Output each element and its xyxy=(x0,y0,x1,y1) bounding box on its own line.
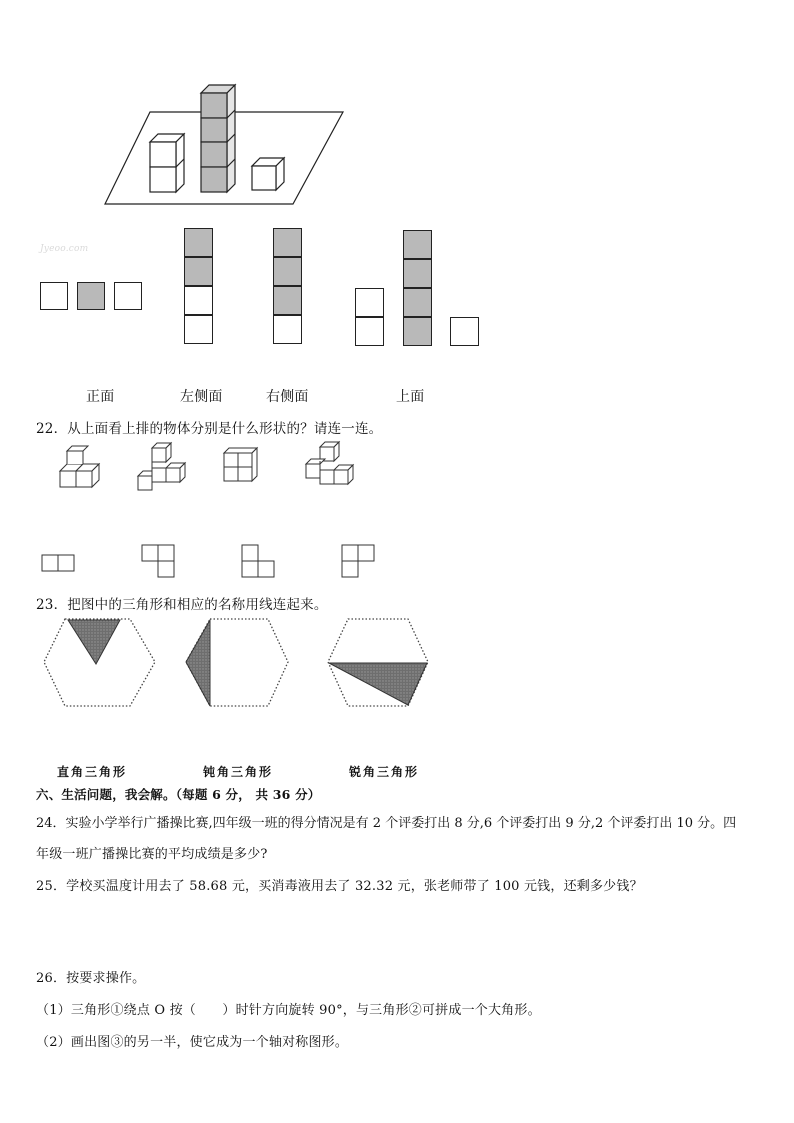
label-left-side: 左侧面 xyxy=(180,389,223,405)
q22-solid-shapes xyxy=(50,440,370,500)
section-6-title: 六、生活问题，我会解。（每题 6 分， 共 36 分） xyxy=(36,787,321,802)
label-top: 上面 xyxy=(396,389,425,405)
question-26-title: 26．按要求操作。 xyxy=(36,971,146,986)
cube-stack-figure xyxy=(100,80,360,210)
q23-hexagon-figures xyxy=(40,614,440,714)
question-24-line1: 24．实验小学举行广播操比赛,四年级一班的得分情况是有 2 个评委打出 8 分,6 个评委打出 9 分,2 个评委打出 10 分。四 xyxy=(36,816,737,831)
question-22: 22．从上面看上排的物体分别是什么形状的？请连一连。 xyxy=(36,421,383,437)
watermark: Jyeoo.com xyxy=(40,244,89,254)
label-right-triangle: 直角三角形 xyxy=(57,765,128,779)
question-24-line2: 年级一班广播操比赛的平均成绩是多少? xyxy=(36,847,268,862)
label-right-side: 右侧面 xyxy=(266,389,309,405)
q22-top-view-shapes xyxy=(40,543,380,583)
label-acute-triangle: 锐角三角形 xyxy=(349,765,420,779)
question-26-item2: （2）画出图③的另一半，使它成为一个轴对称图形。 xyxy=(36,1035,349,1050)
label-front: 正面 xyxy=(86,389,115,405)
question-25: 25．学校买温度计用去了 58.68 元，买消毒液用去了 32.32 元，张老师带了 100 元钱，还剩多少钱？ xyxy=(36,879,643,894)
question-23: 23．把图中的三角形和相应的名称用线连起来。 xyxy=(36,597,328,613)
label-obtuse-triangle: 钝角三角形 xyxy=(203,765,274,779)
question-26-item1: （1）三角形①绕点 O 按（ ）时针方向旋转 90°，与三角形②可拼成一个大角形。 xyxy=(36,1003,541,1018)
